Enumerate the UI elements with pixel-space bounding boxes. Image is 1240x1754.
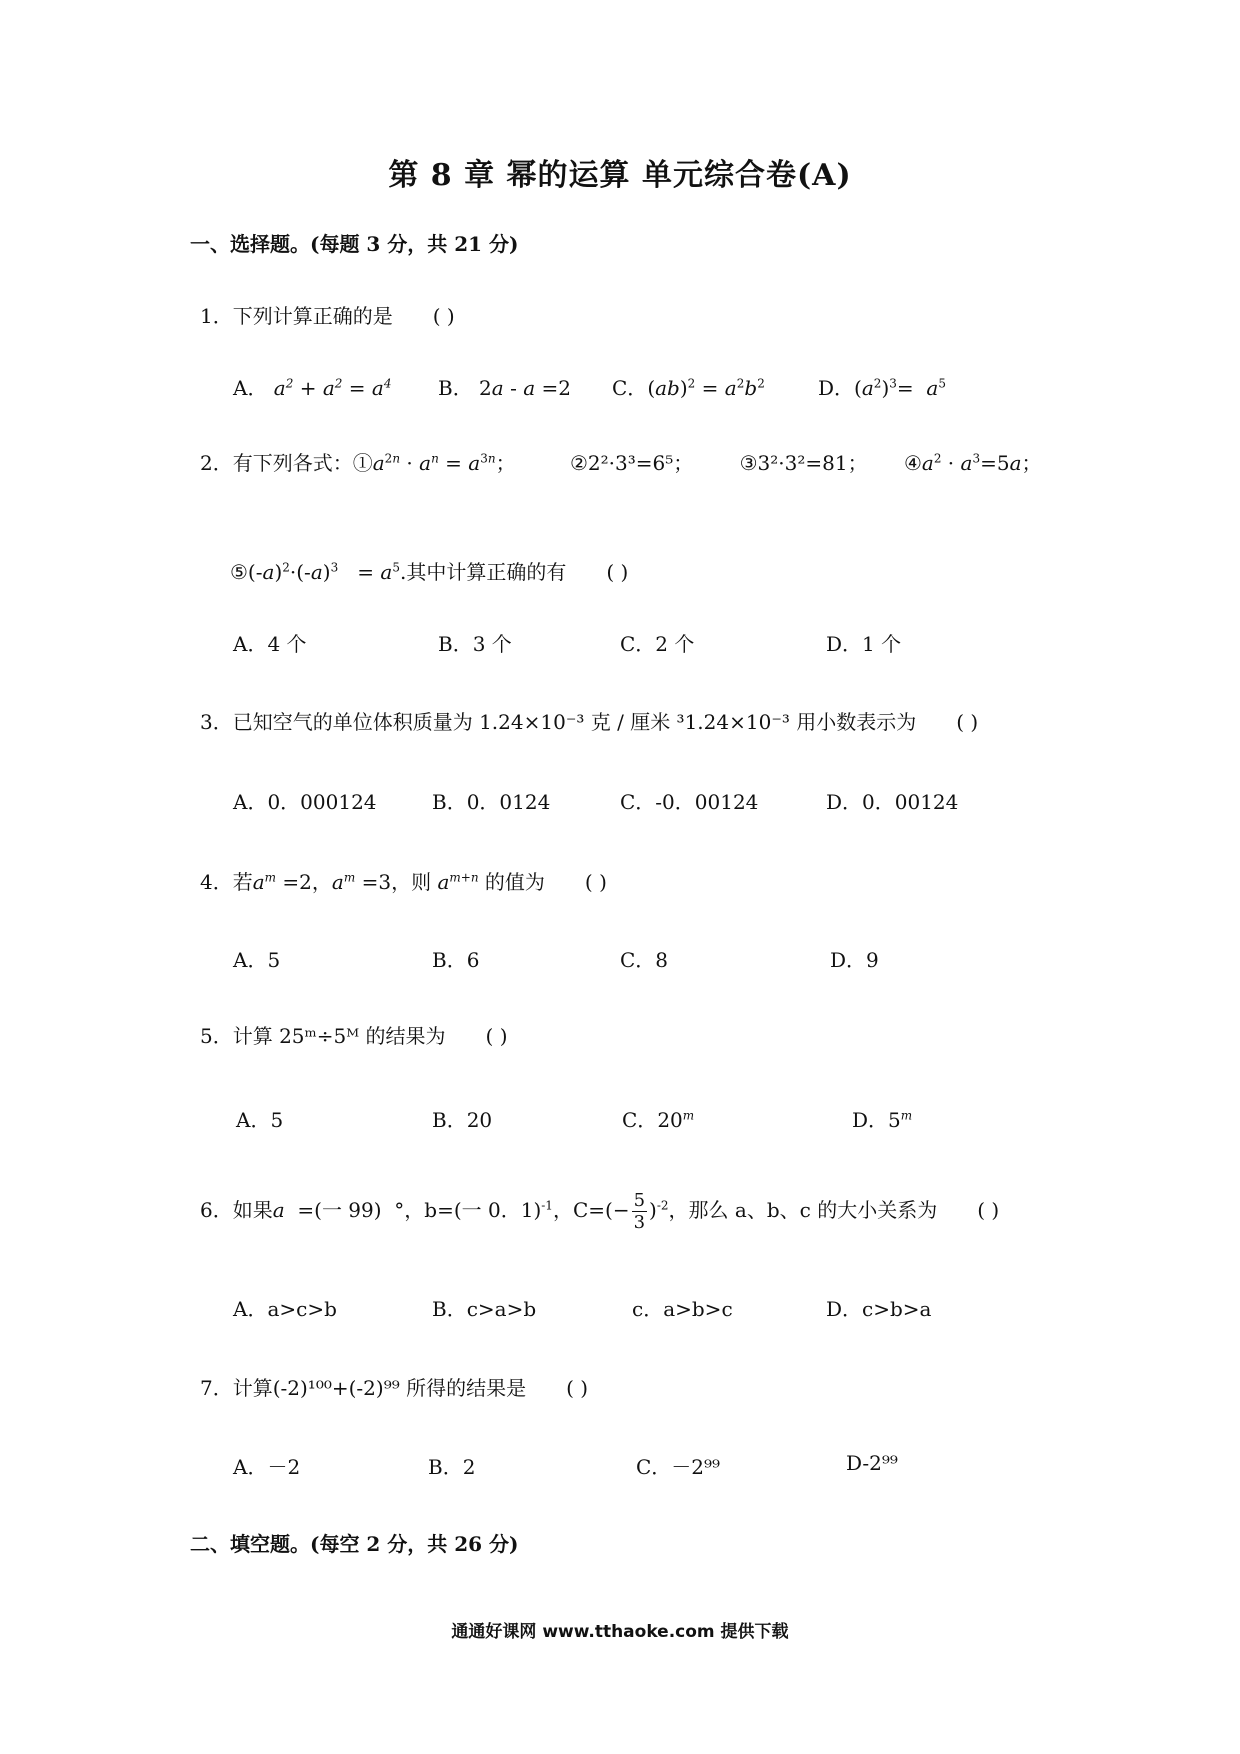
q2-option-a: A．4 个 xyxy=(233,632,307,656)
q3-option-a: A．0．000124 xyxy=(233,790,377,814)
q7-option-a: A．－2 xyxy=(233,1455,301,1479)
answer-paren: ( ) xyxy=(584,870,607,894)
question-1-stem: 1．下列计算正确的是 xyxy=(200,304,393,328)
q2-item-2: ②2²·3³=6⁵； xyxy=(569,451,694,475)
answer-paren: ( ) xyxy=(977,1198,1000,1222)
q2-option-d: D．1 个 xyxy=(826,632,902,656)
section-heading-fill-blank: 二、填空题。(每空 2 分，共 26 分) xyxy=(190,1532,519,1556)
q1-option-c: C．$(ab)^2 = a^2b^2$ xyxy=(612,376,765,400)
q4-option-d: D．9 xyxy=(830,948,879,972)
question-3: 3．已知空气的单位体积质量为 1.24×10⁻³ 克 / 厘米 ³1.24×10⁻³ 用小数表示为 ( ) xyxy=(200,710,979,734)
q2-option-c: C．2 个 xyxy=(620,632,695,656)
answer-paren: ( ) xyxy=(432,304,455,328)
q6-option-d: D．c>b>a xyxy=(826,1297,932,1321)
fraction-five-thirds: $\frac{5}{3}$ xyxy=(633,1190,646,1233)
q2-option-b: B．3 个 xyxy=(438,632,512,656)
answer-paren: ( ) xyxy=(606,560,629,584)
q1-option-a: A． $a^2 + a^2 = a^4$ xyxy=(233,376,392,400)
q5-option-a: A．5 xyxy=(236,1108,284,1132)
answer-paren: ( ) xyxy=(956,710,979,734)
answer-paren: ( ) xyxy=(485,1024,508,1048)
q1-option-b: B． 2a - a =2 xyxy=(438,376,571,400)
q2-item-3: ③3²·3²=81； xyxy=(739,451,868,475)
q1-option-d: D．$(a^2)^3= a^5$ xyxy=(818,376,946,400)
answer-paren: ( ) xyxy=(566,1376,589,1400)
q7-option-d: D-2⁹⁹ xyxy=(846,1451,898,1475)
question-7: 7．计算(-2)¹⁰⁰+(-2)⁹⁹ 所得的结果是 ( ) xyxy=(200,1376,589,1400)
q3-option-c: C．-0．00124 xyxy=(620,790,759,814)
footer-source: 通通好课网 www.tthaoke.com 提供下载 xyxy=(451,1622,789,1642)
q6-option-a: A．a>c>b xyxy=(233,1297,337,1321)
q7-option-c: C．－2⁹⁹ xyxy=(636,1455,721,1479)
question-2-line-2: $⑤(-a)^2\cdot(-a)^3 = a^5$.其中计算正确的有 ( ) xyxy=(230,560,629,584)
q6-option-b: B．c>a>b xyxy=(432,1297,537,1321)
section-heading-choice: 一、选择题。(每题 3 分，共 21 分) xyxy=(190,232,519,256)
question-2-line-1: 2．有下列各式：$①a^{2n} \cdot a^n = a^{3n}$； ②2²·3³=6⁵； ③3²·3²=81； $④a^2 \cdot a^3=5a$； xyxy=(200,451,1042,475)
q5-option-d: D．5$^m$ xyxy=(852,1108,913,1132)
q4-option-c: C．8 xyxy=(620,948,669,972)
question-1 xyxy=(200,300,455,329)
q4-option-b: B．6 xyxy=(432,948,480,972)
q7-option-b: B．2 xyxy=(428,1455,476,1479)
page-title: 第 8 章 幂的运算 单元综合卷(A) xyxy=(388,158,852,193)
question-6: 6．如果a =(一 99) °，b=(一 0．1)$^{-1}$，C=(− $\frac{5}{3}$ )$^{-2}$，那么 a、b、c 的大小关系为 ( ) xyxy=(200,1190,1000,1233)
q4-option-a: A．5 xyxy=(233,948,281,972)
question-4: 4．若$a^m =2$，$a^m =3$，则 $a^{m+n}$ 的值为 ( ) xyxy=(200,870,607,894)
q5-option-b: B．20 xyxy=(432,1108,493,1132)
question-5: 5．计算 25ᵐ÷5ᴹ 的结果为 ( ) xyxy=(200,1024,508,1048)
q3-option-d: D．0．00124 xyxy=(826,790,959,814)
q5-option-c: C．20$^m$ xyxy=(622,1108,695,1132)
q3-option-b: B．0．0124 xyxy=(432,790,551,814)
q6-option-c: c．a>b>c xyxy=(632,1297,733,1321)
